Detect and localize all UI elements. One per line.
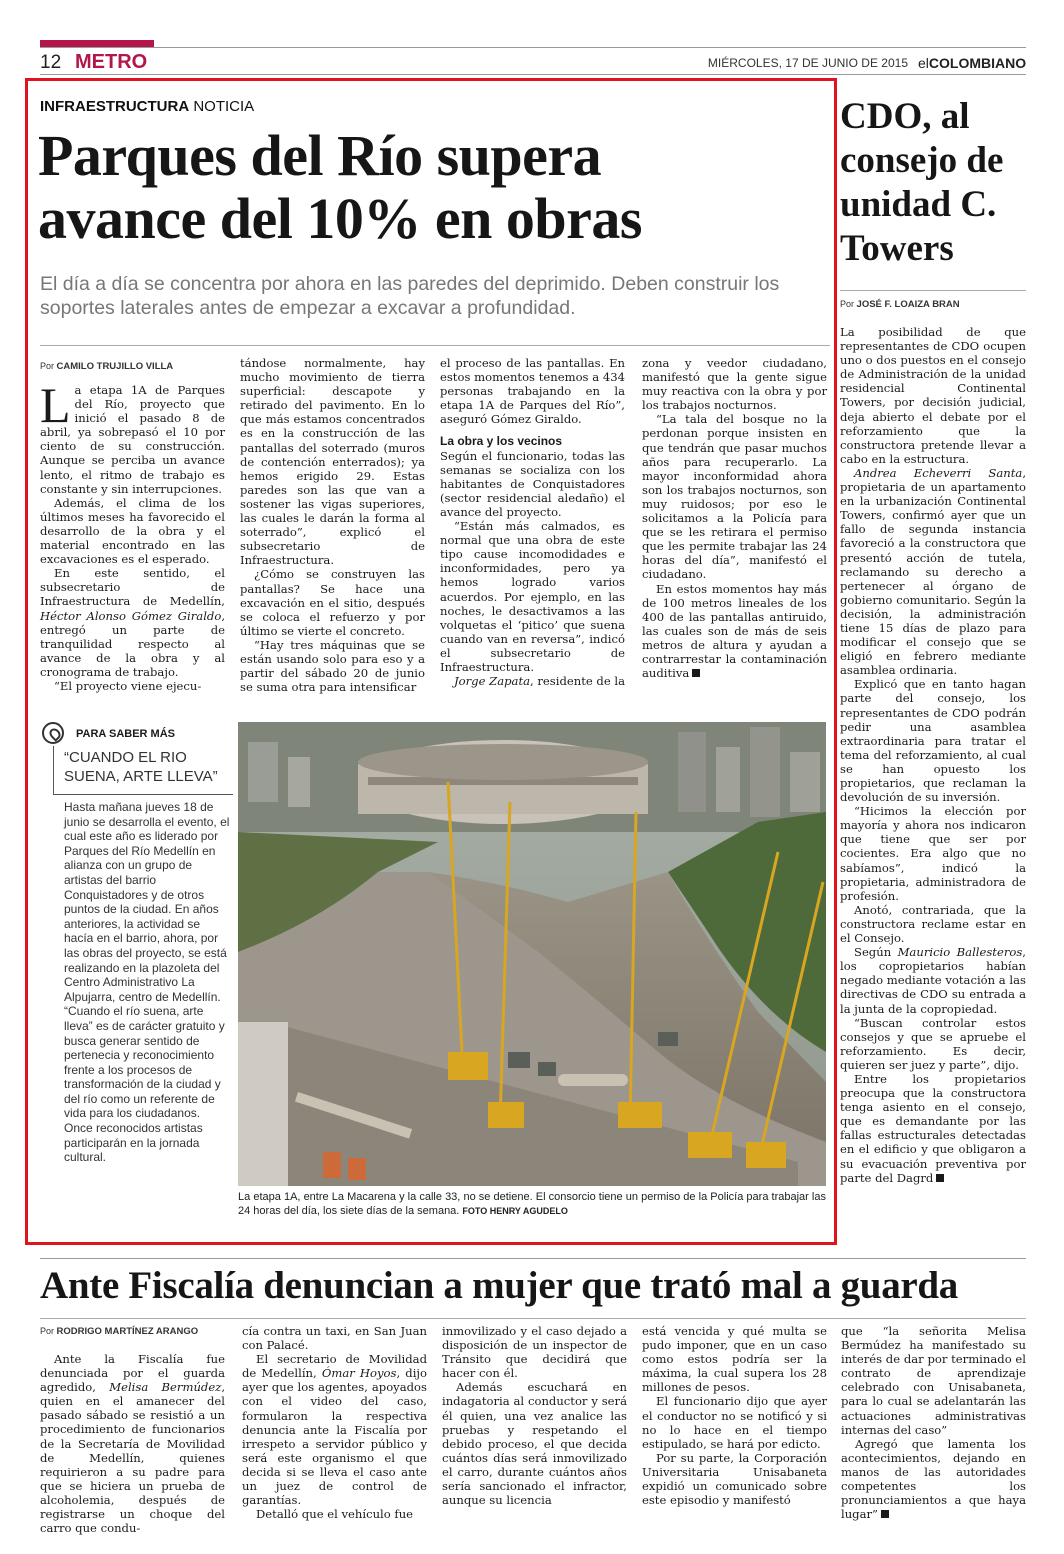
side-headline: CDO, al consejo de unidad C. Towers bbox=[840, 96, 1004, 269]
sidebar-title: “CUANDO EL RIO SUENA, ARTE LLEVA” bbox=[64, 749, 218, 785]
bottom-headline-rule bbox=[40, 1318, 1026, 1319]
side-rule bbox=[840, 290, 1026, 291]
bottom-story-rule bbox=[40, 1258, 1026, 1259]
section-accent-bar bbox=[40, 40, 154, 47]
bottom-byline: Por RODRIGO MARTÍNEZ ARANGO bbox=[40, 1326, 199, 1337]
main-headline: Parques del Río supera avance del 10% en obras bbox=[38, 123, 642, 251]
main-column-3: el proceso de las pantallas. En estos momentos tenemos a 434 personas trabajando en la etapa 1A de Parques del Río”, aseguró Gómez Giraldo. La obra y los vecinos Según el funcionario, todas las semanas se socializa con los habitantes de Conquistadores (sector residencial aledaño) el avance del proyecto. “Están más calmados, es normal que una obra de este tipo cause incomodidades e inconformidades, pero ya hemos logrado varios acuerdos. Por ejemplo, en las noches, le desactivamos a las volquetas el ‘pitico’ que suena cuando van en reversa”, indicó el subsecretario de Infraestructura. Jorge Zapata, residente de la bbox=[440, 356, 625, 689]
side-byline: Por JOSÉ F. LOAIZA BRAN bbox=[840, 299, 960, 310]
main-byline: Por CAMILO TRUJILLO VILLA bbox=[40, 361, 174, 372]
sidebar-rule bbox=[53, 746, 54, 794]
bottom-column-2: cía contra un taxi, en San Juan con Palacé. El secretario de Movilidad de Medellín, Ómar Hoyos, dijo ayer que los agentes, apoyados con el video del caso, formularon la respectiva denuncia ante la Fiscalía por irrespeto a servidor público y será este organismo el que decida si se lleva el caso ante un juez de control de garantías. Detalló que el vehículo fue bbox=[242, 1324, 427, 1522]
pin-icon bbox=[42, 722, 64, 744]
photo-credit: FOTO HENRY AGUDELO bbox=[462, 1206, 568, 1216]
sidebar-body: Hasta mañana jueves 18 de junio se desarrolla el evento, el cual este año es liderado por Parques del Río Medellín en alianza con un grupo de artistas del barrio Conquistadores y de otros puntos de la ciudad. En años anteriores, la actividad se hacía en el barrio, ahora, por las obras del proyecto, se está realizando en la plazoleta del Centro Administrativo La Alpujarra, centro de Medellín. “Cuando el río suena, arte lleva” es de carácter gratuito y busca generar sentido de pertenecia y reconocimiento frente a los procesos de transformación de la ciudad y del río como un referente de vida para los ciudadanos. Once reconocidos artistas participarán en la jornada cultural. bbox=[64, 800, 230, 1165]
issue-date: MIÉRCOLES, 17 DE JUNIO DE 2015 bbox=[707, 56, 908, 70]
header-rule-bottom bbox=[40, 74, 1026, 75]
photo-caption: La etapa 1A, entre La Macarena y la calle 33, no se detiene. El consorcio tiene un permiso de la Policía para trabajar las 24 horas del día, los siete días de la semana. FOTO HENRY AGUDELO bbox=[238, 1191, 826, 1217]
bottom-headline: Ante Fiscalía denuncian a mujer que trató mal a guarda bbox=[40, 1264, 958, 1307]
construction-photo bbox=[238, 722, 826, 1186]
sidebar-rule-horizontal bbox=[53, 794, 233, 795]
subheading: La obra y los vecinos bbox=[440, 434, 563, 449]
main-column-2: tándose normalmente, hay mucho movimiento de tierra superficial: descapote y retirado del pavimento. En lo que más estamos concentrados es en la construcción de las pantallas del soterrado (muros de contención enterrados); ya hemos erigido 29. Estas paredes son las que van a sostener las vigas superiores, las cuales le darán la forma al soterrado”, explicó el subsecretario de Infraestructura. ¿Cómo se construyen las pantallas? Se hace una excavación en el sitio, después se coloca el refuerzo y por último se vierte el concreto. “Hay tres máquinas que se están usando solo para eso y a partir del sábado 20 de junio se suma otra para intensificar bbox=[240, 356, 425, 695]
section-name: METRO bbox=[75, 51, 148, 73]
side-column: La posibilidad de que representantes de CDO ocupen uno o dos puestos en el consejo de Administración de la unidad residencial Continental Towers, por decisión judicial, deja abierto el debate por el reforzamiento que la constructora pretende llevar a cabo en la estructura. Andrea Echeverri Santa, propietaria de un apartamento en la urbanización Continental Towers, confirmó ayer que un fallo de segunda instancia favoreció a la constructora que presentó acción de tutela, reclamando su derecho a pertenecer al órgano de gobierno comunitario. Según la decisión, la administración tiene 15 días de plazo para modificar el consejo que se eligió en febrero mediante asamblea ordinaria. Explicó que en tanto hagan parte del consejo, los representantes de CDO podrán pedir una asamblea extraordinaria para tratar el tema del reforzamiento, al cual se han opuesto los propietarios, que reclaman la devolución de su inversión. “Hicimos la elección por mayoría y ahora nos indicaron que tiene que ser por cocientes. Era algo que no sabíamos”, indicó la propietaria, administradora de profesión. Anotó, contrariada, que la constructora reclame estar en el Consejo. Según Mauricio Ballesteros, los copropietarios habían negado mediante votación a las directivas de CDO su entrada a la junta de la copropiedad. “Buscan controlar estos consejos y que se apruebe el reforzamiento. Es decir, quieren ser juez y parte”, dijo. Entre los propietarios preocupa que la constructora tenga asiento en el consejo, que es demandante por las fallas estructurales detectadas en el edificio y que obligaron a su evacuación preventiva por parte del Dagrd bbox=[840, 325, 1026, 1185]
main-column-1: La etapa 1A de Parques del Río, proyecto que inició el pasado 8 de abril, ya sobrepasó el 10 por ciento de su construcción. Aunque se perciba un avance lento, el ritmo de trabajo es constante y sin interrupciones. Además, el clima de los últimos meses ha favorecido el desarrollo de la obra y el material encontrado en las excavaciones es el esperado. En este sentido, el subsecretario de Infraestructura de Medellín, Héctor Alonso Gómez Giraldo, entregó un parte de tranquilidad respecto al avance de la obra y al cronograma de trabajo. “El proyecto viene ejecu- bbox=[40, 377, 225, 693]
bottom-column-5: que “la señorita Melisa Bermúdez ha manifestado su interés de dar por terminado el contrato de aprendizaje celebrado con Unisabaneta, para lo cual se adelantarán las actuaciones administrativas internas del caso” Agregó que lamenta los acontecimientos, dejando en manos de las autoridades competentes los pronunciamientos a que haya lugar” bbox=[841, 1324, 1026, 1522]
bottom-column-4: está vencida y qué multa se pudo imponer, que en un caso como estos podría ser la máxima, la cual supera los 28 millones de pesos. El funcionario dijo que ayer el conductor no se notificó y si no lo hace en el tiempo estipulado, se hará por edicto. Por su parte, la Corporación Universitaria Unisabaneta expidió un comunicado sobre este episodio y manifestó bbox=[642, 1324, 827, 1508]
drop-cap: L bbox=[40, 377, 71, 433]
end-mark bbox=[881, 1510, 889, 1518]
end-mark bbox=[936, 1174, 944, 1182]
bottom-column-3: inmovilizado y el caso dejado a disposición de un inspector de Tránsito que decidirá que hacer con él. Además escuchará en indagatoria al conductor y será él quien, una vez analice las pruebas y respetando el debido proceso, el que decida cuántos días será inmovilizado el carro, durante cuántos años sería sancionado el infractor, aunque su licencia bbox=[442, 1324, 627, 1508]
story-kicker: INFRAESTRUCTURA NOTICIA bbox=[40, 98, 255, 115]
sidebar-label: PARA SABER MÁS bbox=[76, 728, 176, 740]
story-rule bbox=[40, 345, 830, 346]
main-deck: El día a día se concentra por ahora en las paredes del deprimido. Deben construir los soportes laterales antes de empezar a excavar a profundidad. bbox=[40, 273, 780, 319]
newspaper-name: elCOLOMBIANO bbox=[918, 55, 1027, 71]
main-column-4: zona y veedor ciudadano, manifestó que la gente sigue muy reactiva con la obra y por los trabajos nocturnos. “La tala del bosque no la perdonan porque insisten en que tendrán que pasar muchos años para recuperarlo. La mayor inconformidad ahora son los trabajos nocturnos, son muy ruidosos; por eso le solicitamos a la Policía para que se les retirara el permiso que les permite trabajar las 24 horas del día”, manifestó el ciudadano. En estos momentos hay más de 100 metros lineales de los 400 de las pantallas antiruido, las cuales son de más de seis metros de altura y ayudan a contrarrestar la contaminación auditiva bbox=[642, 356, 827, 681]
header-rule bbox=[40, 47, 1026, 48]
bottom-column-1: Ante la Fiscalía fue denunciada por el guarda agredido, Melisa Bermúdez, quien en el amanecer del pasado sábado se resistió a un procedimiento de funcionarios de la Secretaría de Movilidad de Medellín, quienes requirieron a su padre para que se hiciera un prueba de alcoholemia, después de registrarse un choque del carro que condu- bbox=[40, 1352, 225, 1536]
end-mark bbox=[692, 669, 700, 677]
page-number: 12 bbox=[40, 52, 62, 73]
